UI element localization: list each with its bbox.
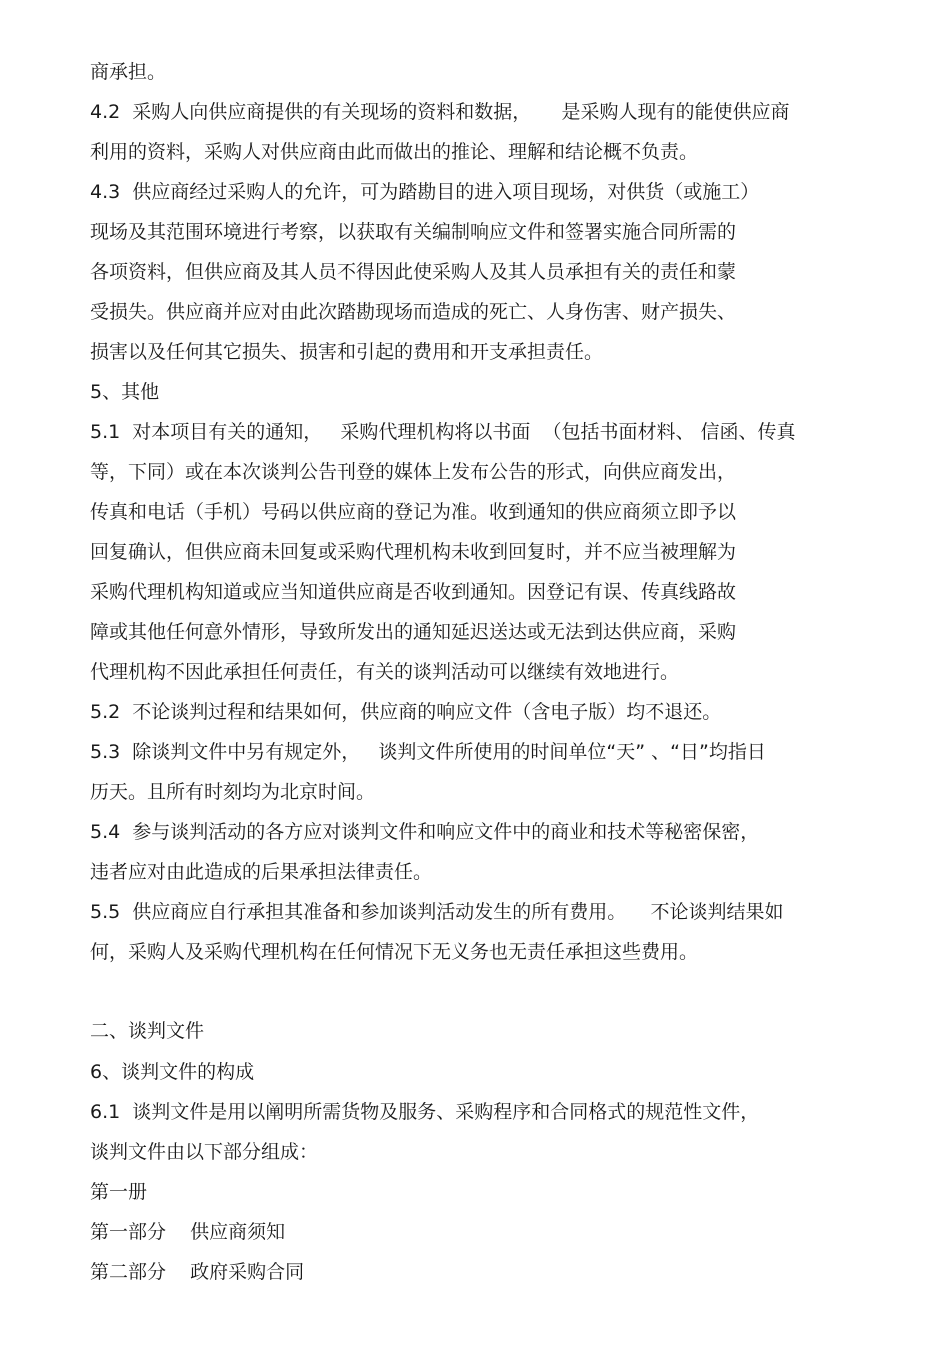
- text-line: 障或其他任何意外情形，导致所发出的通知延迟送达或无法到达供应商，采购: [90, 621, 737, 643]
- text-line: 传真和电话（手机）号码以供应商的登记为准。收到通知的供应商须立即予以: [90, 501, 737, 523]
- text-line: 谈判文件由以下部分组成：: [90, 1141, 319, 1163]
- text-line: 代理机构不因此承担任何责任，有关的谈判活动可以继续有效地进行。: [90, 661, 680, 683]
- text-line: 4.3 供应商经过采购人的允许，可为踏勘目的进入项目现场，对供货（或施工）: [90, 181, 760, 203]
- section-heading: 5、其他: [90, 381, 160, 403]
- text-line: 4.2 采购人向供应商提供的有关现场的资料和数据， 是采购人现有的能使供应商: [90, 101, 790, 123]
- part-label: 第二部分 政府采购合同: [90, 1261, 305, 1283]
- text-line: 损害以及任何其它损失、损害和引起的费用和开支承担责任。: [90, 341, 604, 363]
- text-line: 5.2 不论谈判过程和结果如何，供应商的响应文件（含电子版）均不退还。: [90, 701, 722, 723]
- chapter-heading: 二、谈判文件: [90, 1020, 205, 1042]
- text-line: 5.3 除谈判文件中另有规定外， 谈判文件所使用的时间单位“天” 、“日”均指日: [90, 741, 766, 763]
- text-line: 回复确认，但供应商未回复或采购代理机构未收到回复时，并不应当被理解为: [90, 541, 737, 563]
- part-label: 第一部分 供应商须知: [90, 1221, 286, 1243]
- text-line: 5.5 供应商应自行承担其准备和参加谈判活动发生的所有费用。 不论谈判结果如: [90, 901, 784, 923]
- text-line: 何，采购人及采购代理机构在任何情况下无义务也无责任承担这些费用。: [90, 941, 699, 963]
- text-line: 等，下同）或在本次谈判公告刊登的媒体上发布公告的形式，向供应商发出，: [90, 461, 737, 483]
- text-line: 各项资料，但供应商及其人员不得因此使采购人及其人员承担有关的责任和蒙: [90, 261, 737, 283]
- text-line: 5.1 对本项目有关的通知， 采购代理机构将以书面 （包括书面材料、 信函、传真: [90, 421, 796, 443]
- text-line: 采购代理机构知道或应当知道供应商是否收到通知。因登记有误、传真线路故: [90, 581, 737, 603]
- text-line: 6.1 谈判文件是用以阐明所需货物及服务、采购程序和合同格式的规范性文件，: [90, 1101, 760, 1123]
- text-line: 历天。且所有时刻均为北京时间。: [90, 781, 376, 803]
- text-line: 5.4 参与谈判活动的各方应对谈判文件和响应文件中的商业和技术等秘密保密，: [90, 821, 760, 843]
- section-heading: 6、谈判文件的构成: [90, 1061, 255, 1083]
- volume-label: 第一册: [90, 1181, 148, 1203]
- text-line: 商承担。: [90, 61, 167, 83]
- text-line: 现场及其范围环境进行考察，以获取有关编制响应文件和签署实施合同所需的: [90, 221, 737, 243]
- text-line: 违者应对由此造成的后果承担法律责任。: [90, 861, 433, 883]
- text-line: 利用的资料，采购人对供应商由此而做出的推论、理解和结论概不负责。: [90, 141, 699, 163]
- text-line: 受损失。供应商并应对由此次踏勘现场而造成的死亡、人身伤害、财产损失、: [90, 301, 737, 323]
